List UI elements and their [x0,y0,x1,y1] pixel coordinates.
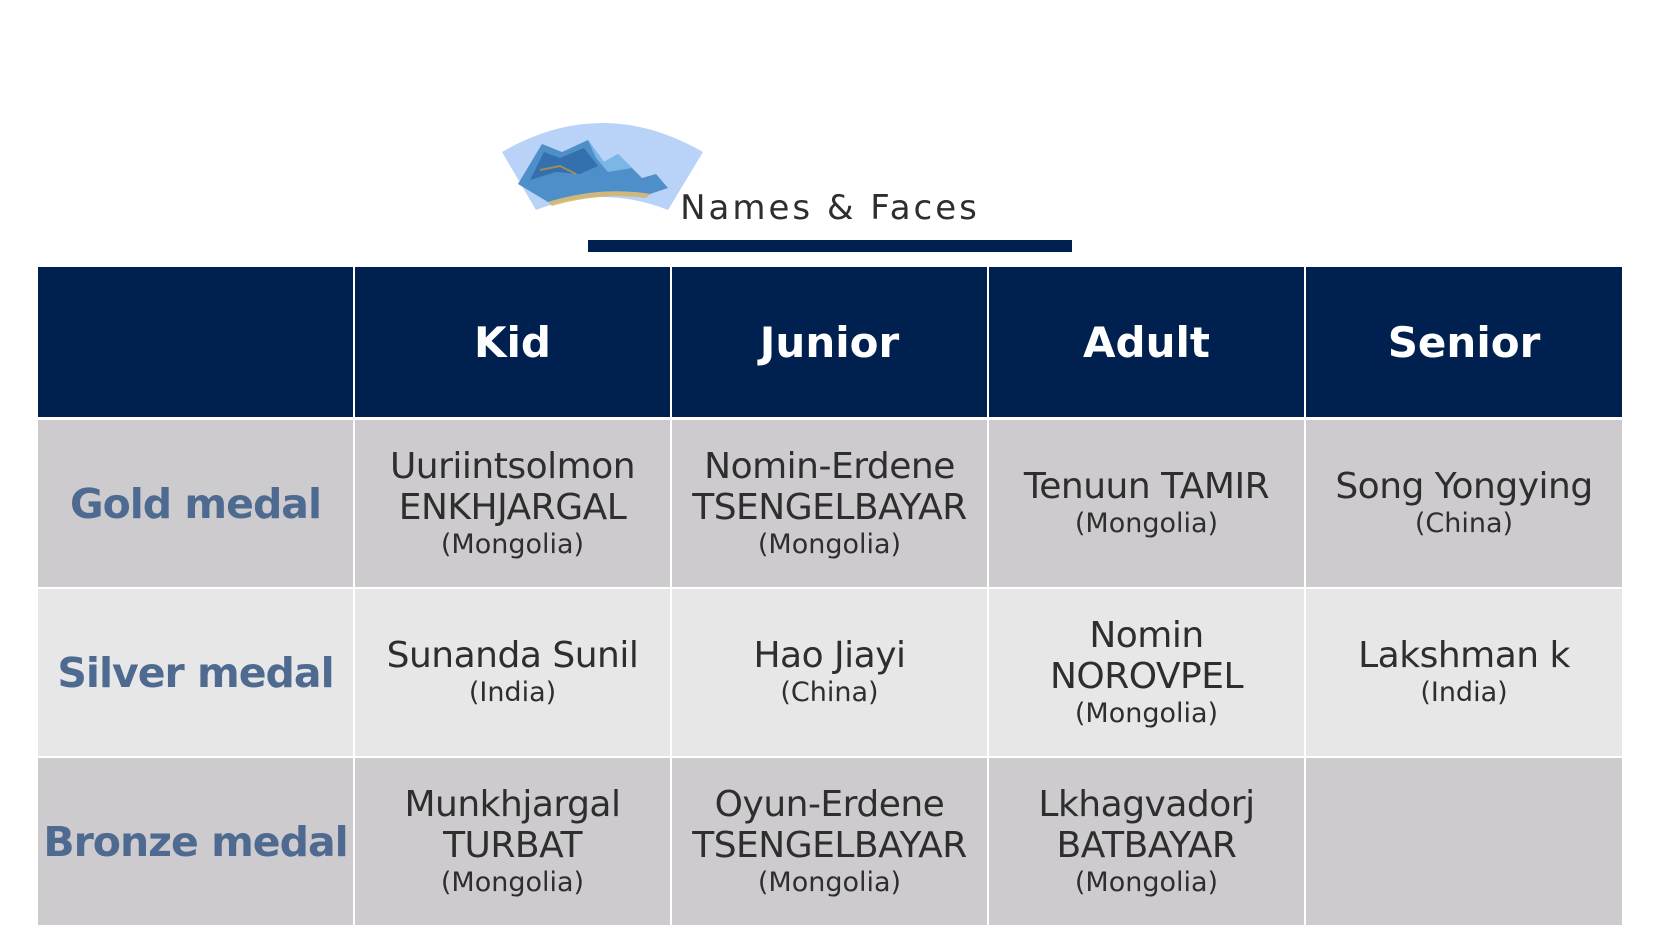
table-cell [672,589,989,758]
athlete-name: Song Yongying [1335,466,1593,507]
athlete-country: (India) [468,677,557,708]
athlete-country: (Mongolia) [440,528,585,560]
athlete-country: (Mongolia) [757,866,902,898]
athlete-country: (Mongolia) [1074,697,1219,729]
medal-table [38,267,1622,929]
table-cell [1306,420,1622,589]
athlete-name: Tenuun TAMIR [1023,466,1270,507]
athlete-country: (Mongolia) [440,866,585,898]
athlete-name: Uuriintsolmon ENKHJARGAL [389,445,636,528]
table-cell [989,589,1306,758]
athlete-name: Sunanda Sunil [386,635,639,676]
column-header-senior: Senior [1387,317,1541,367]
column-header-kid: Kid [355,267,672,417]
athlete-country: (India) [1420,677,1508,708]
table-cell [1306,589,1622,758]
medal-label-gold: Gold medal [38,420,355,589]
athlete-country: (Mongolia) [757,528,902,560]
page-title: Names & Faces [680,188,980,228]
table-row-silver [38,589,1622,758]
table-cell [355,589,672,758]
column-header-adult: Adult [989,267,1306,417]
athlete-name: Hao Jiayi [753,635,906,676]
table-cell [355,420,672,589]
table-cell [672,758,989,927]
athlete-country: (Mongolia) [1074,508,1219,539]
table-cell [989,758,1306,927]
medal-label-silver: Silver medal [38,589,355,758]
table-cell [989,420,1306,589]
athlete-name: Nomin NOROVPEL [1049,614,1244,697]
athlete-name: Nomin-Erdene TSENGELBAYAR [692,445,967,528]
athlete-country: (China) [1414,508,1514,539]
table-cell [355,758,672,927]
athlete-name: Oyun-Erdene TSENGELBAYAR [692,783,967,866]
table-row-gold [38,420,1622,589]
table-row-bronze [38,758,1622,927]
athlete-country: (Mongolia) [1074,866,1219,898]
medal-label-bronze: Bronze medal [38,758,355,927]
header-corner-cell [38,267,355,417]
column-header-junior: Junior [672,267,989,417]
athlete-name: Lakshman k [1358,635,1570,676]
athlete-name: Lkhagvadorj BATBAYAR [1038,783,1255,866]
title-underline [588,240,1072,252]
athlete-country: (China) [780,677,879,708]
athlete-name: Munkhjargal TURBAT [404,783,621,866]
empty-table-cell [1306,758,1622,927]
table-cell [672,420,989,589]
table-header-row [38,267,1622,420]
